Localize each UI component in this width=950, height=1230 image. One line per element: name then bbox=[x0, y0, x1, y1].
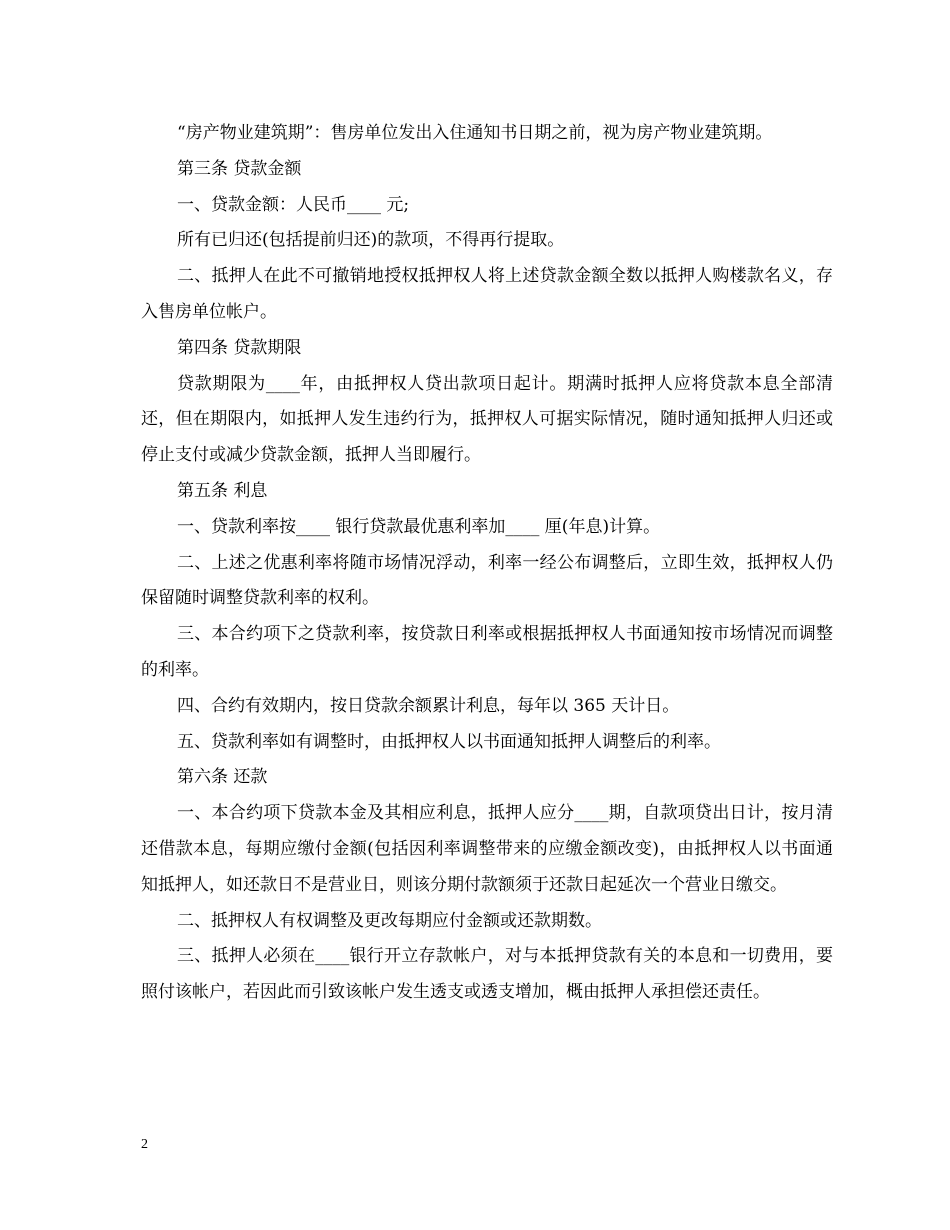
document-body bbox=[141, 116, 833, 1011]
paragraph: 二、抵押人在此不可撤销地授权抵押权人将上述贷款金额全数以抵押人购楼款名义，存入售房单位帐户。 bbox=[141, 266, 833, 322]
section-heading: 第三条 贷款金额 bbox=[177, 158, 302, 179]
paragraph: 一、本合约项下贷款本金及其相应利息，抵押人应分____期，自款项贷出日计，按月清还借款本息，每期应缴付金额(包括因利率调整带来的应缴金额改变)，由抵押权人以书面通知抵押人，如还款日不是营业日，则该分期付款额须于还款日起延次一个营业日缴交。 bbox=[141, 803, 833, 895]
section-heading: 第六条 还款 bbox=[177, 767, 268, 788]
paragraph: 四、合约有效期内，按日贷款余额累计利息，每年以 365 天计日。 bbox=[177, 695, 680, 716]
section-heading: 第四条 贷款期限 bbox=[177, 337, 302, 358]
paragraph: 二、上述之优惠利率将随市场情况浮动，利率一经公布调整后，立即生效，抵押权人仍保留随时调整贷款利率的权利。 bbox=[141, 552, 833, 609]
page-number: 2 bbox=[141, 1137, 148, 1152]
paragraph: “房产物业建筑期”：售房单位发出入住通知书日期之前，视为房产物业建筑期。 bbox=[177, 123, 773, 143]
section-heading: 第五条 利息 bbox=[177, 480, 268, 501]
paragraph: 三、抵押人必须在____银行开立存款帐户，对与本抵押贷款有关的本息和一切费用，要照付该帐户，若因此而引致该帐户发生透支或透支增加，概由抵押人承担偿还责任。 bbox=[141, 946, 833, 1003]
paragraph: 二、抵押权人有权调整及更改每期应付金额或还款期数。 bbox=[177, 910, 602, 931]
paragraph: 三、本合约项下之贷款利率，按贷款日利率或根据抵押权人书面通知按市场情况而调整的利率。 bbox=[141, 624, 833, 680]
paragraph: 一、贷款金额：人民币____ 元; bbox=[177, 194, 410, 215]
paragraph: 贷款期限为____年，由抵押权人贷出款项日起计。期满时抵押人应将贷款本息全部清还，但在期限内，如抵押人发生违约行为，抵押权人可据实际情况，随时通知抵押人归还或停止支付或减少贷款金额，抵押人当即履行。 bbox=[141, 373, 833, 466]
paragraph: 一、贷款利率按____ 银行贷款最优惠利率加____ 厘(年息)计算。 bbox=[177, 516, 661, 537]
paragraph: 五、贷款利率如有调整时，由抵押权人以书面通知抵押人调整后的利率。 bbox=[177, 731, 721, 752]
paragraph: 所有已归还(包括提前归还)的款项，不得再行提取。 bbox=[177, 230, 565, 251]
